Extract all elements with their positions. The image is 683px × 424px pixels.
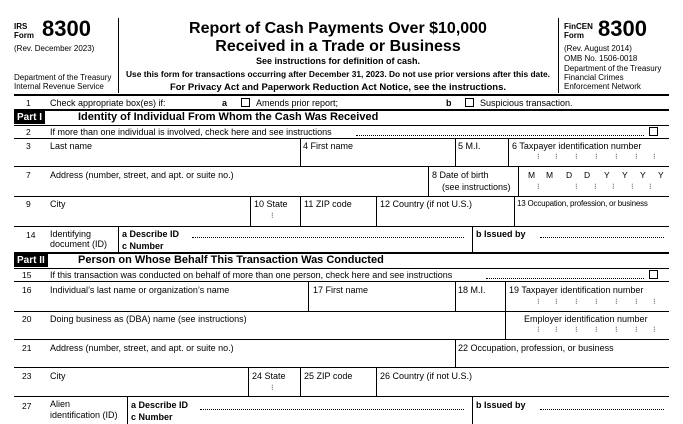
subtitle-cash-definition: See instructions for definition of cash. [255,56,421,66]
p2-issued-by-label: b Issued by [476,400,526,410]
dba-label: Doing business as (DBA) name (see instructions) [50,314,247,324]
fincen-form-number: 8300 [598,16,647,41]
country-label: 12 Country (if not U.S.) [380,199,473,209]
irs-service: Internal Revenue Service [14,82,104,91]
line15-number: 15 [22,270,32,280]
dob-letter: Y [640,170,646,180]
part2-tag: Part II [14,254,48,267]
ein-field[interactable]: ⁝ ⁝ ⁝ ⁝ ⁝ ⁝ ⁝ [537,325,656,334]
address-label: Address (number, street, and apt. or suite no.) [50,170,234,180]
p2-tin-label: 19 Taxpayer identification number [509,285,644,295]
multiple-persons-checkbox[interactable] [649,270,658,279]
line3-number: 3 [26,141,31,151]
line2-number: 2 [26,127,31,137]
p2-address-label: Address (number, street, and apt. or suite no.) [50,343,234,353]
dob-letter: D [584,170,591,180]
p2-occupation-label: 22 Occupation, profession, or business [458,343,614,353]
line1-number: 1 [26,98,31,108]
zip-label: 11 ZIP code [304,199,352,209]
tin-label: 6 Taxpayer identification number [512,141,642,151]
p2-describe-id-label: a Describe ID [131,400,189,410]
subtitle-privacy-act: For Privacy Act and Paperwork Reduction Act Notice, see the instructions. [169,82,507,93]
dob-letter: M [528,170,536,180]
line20-number: 20 [22,314,32,324]
fincen-network-1: Financial Crimes [564,73,624,82]
suspicious-transaction-checkbox[interactable] [465,98,474,107]
line23-number: 23 [22,371,32,381]
dob-field[interactable]: M M D D Y Y Y Y ⁝ ⁝ ⁝ ⁝ ⁝ ⁝ [528,170,664,191]
part2-title: Person on Whose Behalf This Transaction Was Conducted [78,254,384,266]
issued-by-label: b Issued by [476,229,526,239]
p2-describe-id-field[interactable] [200,409,464,410]
form-title-line2: Received in a Trade or Business [215,38,461,55]
irs-revision: (Rev. December 2023) [14,44,95,53]
dob-letter: M [546,170,554,180]
p2-city-label: City [50,371,66,381]
p2-tin-field[interactable]: ⁝ ⁝ ⁝ ⁝ ⁝ ⁝ ⁝ [537,297,656,306]
line15-text: If this transaction was conducted on behalf of more than one person, check here and see instructions [50,270,453,280]
irs-department: Department of the Treasury [14,73,112,82]
p2-id-number-label: c Number [131,412,173,422]
line14-number: 14 [26,230,36,240]
dob-letter: Y [658,170,664,180]
describe-id-field[interactable] [192,237,464,238]
p2-state-label: 24 State [252,371,286,381]
line1-label: Check appropriate box(es) if: [50,98,166,108]
alien-id-label-1: Alien [50,399,71,409]
line1-b-letter: b [446,98,452,108]
dob-label: 8 Date of birth [432,170,489,180]
fincen-revision: (Rev. August 2014) [564,44,632,53]
p2-mi-label: 18 M.I. [458,285,486,295]
fincen-department: Department of the Treasury [564,64,662,73]
line1-a-text: Amends prior report; [256,98,339,108]
form-title-line1: Report of Cash Payments Over $10,000 [189,20,487,37]
mi-label: 5 M.I. [458,141,481,151]
part1-title: Identity of Individual From Whom the Cash Was Received [78,111,379,123]
last-name-label: Last name [50,141,93,151]
id-label-1: Identifying [50,229,92,239]
irs-form-label: IRS Form [14,22,34,40]
amends-prior-report-checkbox[interactable] [241,98,250,107]
dob-letter: Y [622,170,628,180]
describe-id-label: a Describe ID [122,229,180,239]
org-name-label: Individual’s last name or organization’s name [50,285,230,295]
state-label: 10 State [254,199,288,209]
city-label: City [50,199,66,209]
id-label-2: document (ID) [50,239,108,249]
dob-letter: Y [604,170,610,180]
p2-zip-label: 25 ZIP code [304,371,353,381]
tin-field[interactable]: ⁝ ⁝ ⁝ ⁝ ⁝ ⁝ ⁝ [537,152,656,161]
subtitle-use-note: Use this form for transactions occurring after December 31, 2023. Do not use prior versions after this date. [126,69,550,79]
line2-text: If more than one individual is involved, check here and see instructions [50,127,332,137]
line21-number: 21 [22,343,32,353]
id-number-label: c Number [122,241,164,251]
p2-country-label: 26 Country (if not U.S.) [380,371,473,381]
multiple-individuals-checkbox[interactable] [649,127,658,136]
fincen-form-label: FinCEN Form [564,22,593,40]
alien-id-label-2: identification (ID) [50,410,118,420]
line1-a-letter: a [222,98,228,108]
issued-by-field[interactable] [540,237,664,238]
ein-label: Employer identification number [524,314,648,324]
dob-sublabel: (see instructions) [442,182,511,192]
p2-first-name-label: 17 First name [313,285,369,295]
part1-tag: Part I [14,111,45,124]
occupation-label: 13 Occupation, profession, or business [517,199,648,208]
line27-number: 27 [22,401,32,411]
dob-letter: D [566,170,573,180]
line16-number: 16 [22,285,32,295]
fincen-network-2: Enforcement Network [564,82,641,91]
line9-number: 9 [26,199,31,209]
omb-number: OMB No. 1506-0018 [564,54,638,63]
irs-form-number: 8300 [42,16,91,41]
line1-b-text: Suspicious transaction. [480,98,573,108]
first-name-label: 4 First name [303,141,354,151]
line7-number: 7 [26,170,31,180]
p2-issued-by-field[interactable] [540,409,664,410]
